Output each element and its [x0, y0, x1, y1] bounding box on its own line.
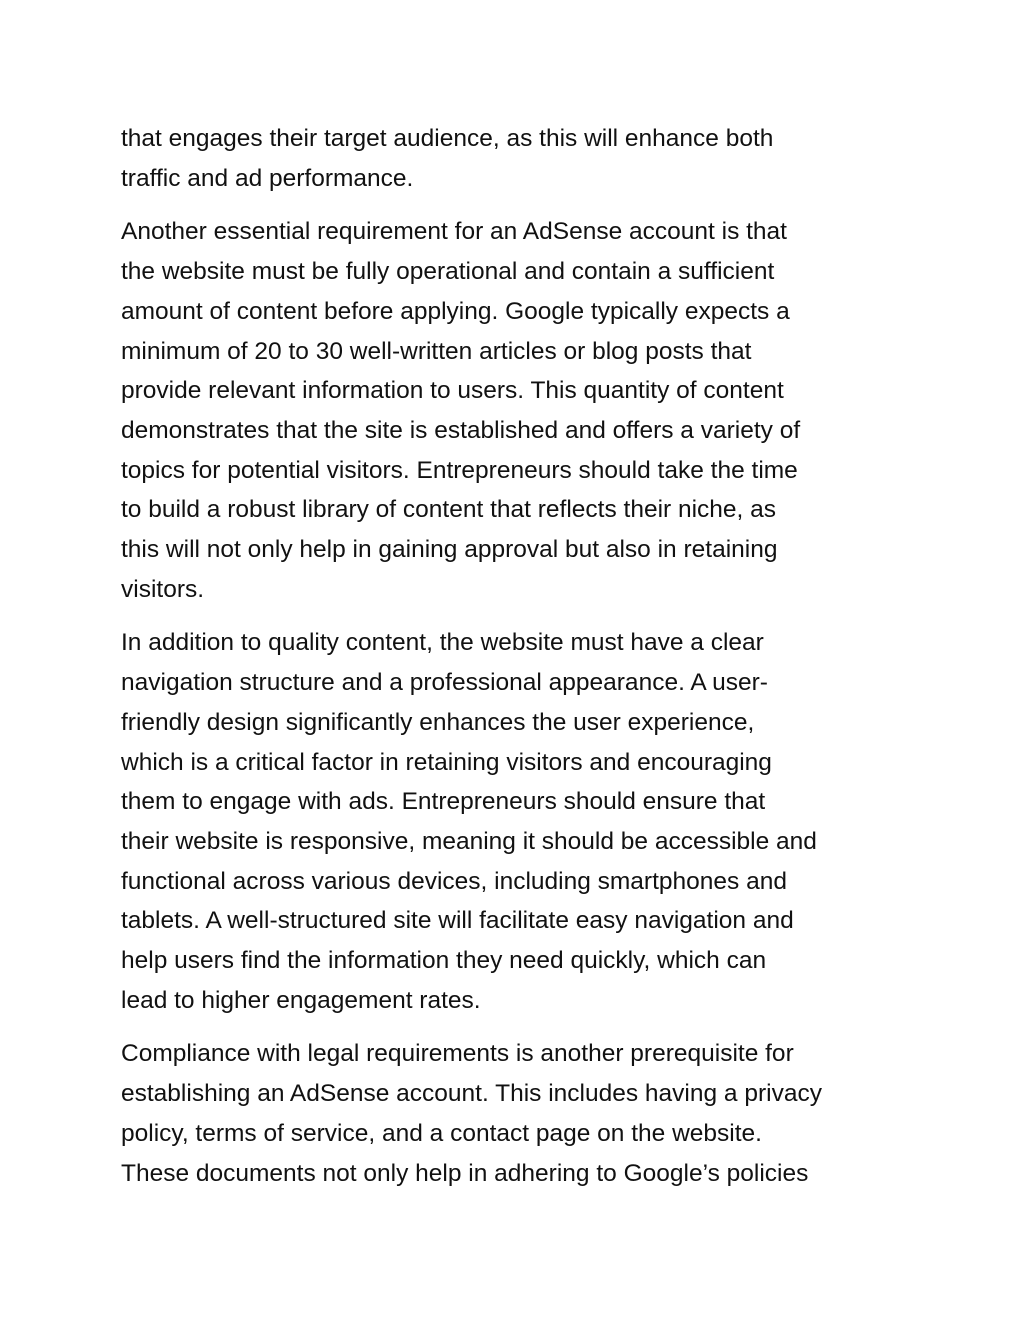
paragraph-legal-compliance	[121, 1034, 911, 1193]
text-line: tablets. A well-structured site will facilitate easy navigation and	[121, 907, 794, 935]
text-line: provide relevant information to users. This quantity of content	[121, 377, 784, 405]
text-line: traffic and ad performance.	[121, 164, 414, 192]
text-line: navigation structure and a professional appearance. A user-	[121, 669, 768, 697]
text-line: establishing an AdSense account. This includes having a privacy	[121, 1080, 822, 1108]
document-body	[121, 119, 911, 1207]
paragraph-content-requirement	[121, 212, 911, 609]
text-line: Another essential requirement for an AdSense account is that	[121, 218, 787, 246]
text-line: In addition to quality content, the website must have a clear	[121, 629, 764, 657]
text-line: visitors.	[121, 575, 205, 603]
text-line: which is a critical factor in retaining visitors and encouraging	[121, 748, 772, 776]
text-line: them to engage with ads. Entrepreneurs should ensure that	[121, 788, 766, 816]
text-line: this will not only help in gaining approval but also in retaining	[121, 536, 778, 564]
text-line: topics for potential visitors. Entrepreneurs should take the time	[121, 456, 798, 484]
text-line: that engages their target audience, as this will enhance both	[121, 125, 774, 152]
paragraph-navigation-design	[121, 623, 911, 1020]
text-line: help users find the information they need quickly, which can	[121, 947, 767, 975]
text-line: amount of content before applying. Google typically expects a	[121, 297, 790, 325]
text-line: to build a robust library of content that reflects their niche, as	[121, 496, 777, 524]
text-line: the website must be fully operational and contain a sufficient	[121, 258, 775, 286]
text-line: friendly design significantly enhances the user experience,	[121, 708, 755, 736]
text-line: demonstrates that the site is established and offers a variety of	[121, 416, 801, 444]
text-line: These documents not only help in adhering to Google’s policies	[121, 1159, 809, 1187]
text-line: functional across various devices, including smartphones and	[121, 867, 787, 895]
text-line: minimum of 20 to 30 well-written articles or blog posts that	[121, 337, 752, 365]
text-line: their website is responsive, meaning it should be accessible and	[121, 827, 817, 855]
text-line: lead to higher engagement rates.	[121, 986, 481, 1014]
text-line: Compliance with legal requirements is another prerequisite for	[121, 1040, 794, 1068]
paragraph-traffic	[121, 119, 911, 198]
text-line: policy, terms of service, and a contact page on the website.	[121, 1119, 762, 1147]
